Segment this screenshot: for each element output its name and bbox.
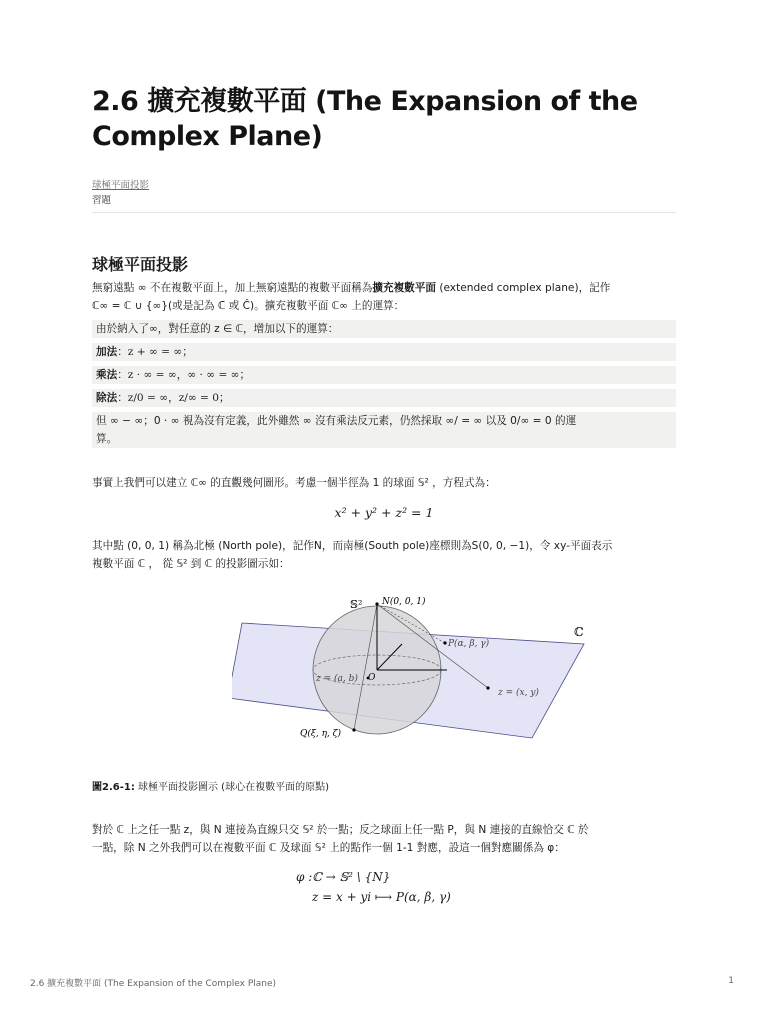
label-S2: 𝕊² — [350, 598, 363, 611]
correspondence-line2: 一點，除 N 之外我們可以在複數平面 ℂ 及球面 𝕊² 上的點作一個 1-1 對應，設這一個對應關係為 φ： — [92, 842, 565, 854]
ops-intro: 由於納入了∞，對任意的 z ∈ ℂ，增加以下的運算： — [92, 320, 676, 338]
label-Q: Q(ξ, η, ζ) — [300, 729, 342, 739]
page-title: 2.6 擴充複數平面 (The Expansion of the Complex Plane) — [92, 86, 638, 152]
label-O: O — [368, 673, 376, 683]
intro-bold-term: 擴充複數平面 — [372, 282, 436, 294]
label-N: N(0, 0, 1) — [382, 597, 426, 607]
op-multiplication-expr: ：z · ∞ = ∞，∞ · ∞ = ∞； — [117, 369, 251, 381]
op-undefined-line1: 但 ∞ − ∞；0 · ∞ 視為沒有定義，此外雖然 ∞ 沒有乘法反元素，仍然採取 ∞/ = ∞ 以及 0/∞ = 0 的運 — [96, 415, 577, 427]
figure-caption — [92, 778, 329, 793]
label-zxy: z = (x, y) — [498, 688, 539, 698]
operations-block — [92, 320, 676, 448]
op-undefined-line2: 算。 — [96, 433, 118, 445]
point-P — [443, 641, 446, 644]
divider — [92, 212, 676, 213]
caption-label: 圖2.6-1: — [92, 782, 135, 793]
label-C: ℂ — [574, 625, 584, 639]
point-zxy — [486, 686, 489, 689]
paragraph-intro — [92, 279, 676, 315]
paragraph-correspondence — [92, 821, 676, 857]
mapping-line1: φ :ℂ → 𝕊² \ {N} — [296, 870, 391, 884]
page-number: 1 — [728, 976, 734, 986]
op-multiplication-label: 乘法 — [96, 369, 118, 381]
poles-line1: 其中點 (0, 0, 1) 稱為北極 (North pole)，記作N，而南極(South pole)座標則為S(0, 0, −1)，令 xy-平面表示 — [92, 540, 613, 552]
intro-text-a: 無窮遠點 ∞ 不在複數平面上，加上無窮遠點的複數平面稱為 — [92, 282, 373, 294]
point-N — [375, 602, 378, 605]
point-Q — [352, 728, 355, 731]
op-addition — [92, 343, 676, 361]
caption-text: 球極平面投影圖示 (球心在複數平面的原點) — [134, 782, 329, 793]
sphere-equation: x² + y² + z² = 1 — [334, 505, 434, 520]
stereographic-figure — [232, 586, 592, 756]
correspondence-line1: 對於 ℂ 上之任一點 z，與 N 連接為直線只交 𝕊² 於一點；反之球面上任一點 P，與 N 連接的直線恰交 ℂ 於 — [92, 824, 589, 836]
op-addition-label: 加法 — [96, 346, 118, 358]
op-addition-expr: ：z + ∞ = ∞； — [117, 346, 193, 358]
toc-link-stereographic[interactable]: 球極平面投影 — [92, 180, 150, 191]
paragraph-sphere: 事實上我們可以建立 ℂ∞ 的直觀幾何圖形。考慮一個半徑為 1 的球面 𝕊² ，方程式為： — [92, 477, 496, 489]
label-zab: z = (a, b) — [316, 674, 358, 684]
label-P: P(α, β, γ) — [448, 639, 490, 649]
paragraph-poles — [92, 537, 676, 573]
poles-line2: 複數平面 ℂ ， 從 𝕊² 到 ℂ 的投影圖示如： — [92, 558, 290, 570]
op-undefined — [92, 412, 676, 448]
table-of-contents — [92, 178, 149, 208]
op-division-label: 除法 — [96, 392, 118, 404]
page-footer: 2.6 擴充複數平面 (The Expansion of the Complex Plane) — [30, 979, 277, 989]
toc-link-exercises[interactable]: 習題 — [92, 195, 112, 206]
op-division — [92, 389, 676, 407]
intro-line2: ℂ∞ = ℂ ∪ {∞}(或是記為 ℂ̄ 或 Ĉ)。擴充複數平面 ℂ∞ 上的運算： — [92, 300, 405, 312]
intro-text-b: (extended complex plane)，記作 — [435, 282, 611, 294]
mapping-line2: z = x + yi ⟼ P(α, β, γ) — [312, 890, 451, 904]
op-multiplication — [92, 366, 676, 384]
section-heading: 球極平面投影 — [92, 255, 189, 274]
op-division-expr: ：z/0 = ∞，z/∞ = 0； — [117, 392, 230, 404]
